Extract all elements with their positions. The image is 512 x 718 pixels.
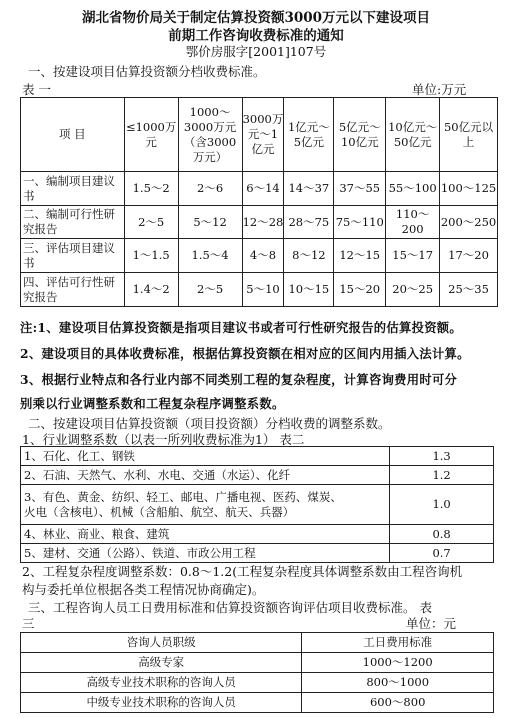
table-cell: 25～35 — [440, 273, 498, 307]
table-cell: 1.5～4 — [178, 239, 242, 273]
table-cell: 5～10 — [242, 273, 284, 307]
table-row — [21, 673, 494, 693]
industry-name: 5、建材、交通（公路）、铁道、市政公用工程 — [21, 544, 390, 563]
doc-title-line1: 湖北省物价局关于制定估算投资额3000万元以下建设项目 — [81, 10, 431, 26]
table-cell: 1.5～2 — [124, 172, 178, 206]
daily-fee: 600～800 — [302, 693, 494, 713]
table-cell: 8～12 — [284, 239, 334, 273]
table-cell: 15～17 — [386, 239, 440, 273]
coefficient-value: 0.8 — [390, 525, 494, 544]
table1-unit: 单位:万元 — [412, 82, 467, 97]
column-header: 工日费用标准 — [302, 633, 494, 653]
column-header: 咨询人员职级 — [21, 633, 302, 653]
table-cell: 15～20 — [334, 273, 386, 307]
note-3: 3、根据行业特点和各行业内部不同类别工程的复杂程度，计算咨询费用时可分 — [20, 372, 458, 387]
table-cell: 200～250 — [440, 206, 498, 239]
coefficient-value: 1.2 — [390, 466, 494, 485]
column-header: 5亿元～10亿元 — [334, 98, 386, 172]
table-row — [21, 693, 494, 713]
table-row — [21, 525, 494, 544]
table-cell: 110～200 — [386, 206, 440, 239]
section1-heading: 一、按建设项目估算投资额分档收费标准。 — [28, 64, 266, 79]
column-header: 项 目 — [21, 98, 125, 172]
table-row — [21, 466, 494, 485]
note-2: 2、建设项目的具体收费标准，根据估算投资额在相对应的区间内用插入法计算。 — [20, 346, 470, 361]
column-header: 3000万元～1亿元 — [242, 98, 284, 172]
table-cell: 4～8 — [242, 239, 284, 273]
section2-item2-cont: 构与委托单位根据各类工程情况协商确定)。 — [22, 582, 265, 597]
table-cell: 1～1.5 — [124, 239, 178, 273]
industry-coefficient-table — [20, 446, 494, 563]
section3-heading: 三、工程咨询人员工日费用标准和估算投资额咨询评估项目收费标准。 表 — [28, 600, 432, 615]
table-row — [21, 172, 498, 206]
table-row — [21, 239, 498, 273]
column-header: 10亿元～50亿元 — [386, 98, 440, 172]
column-header: 1000～3000万元（含3000万元） — [178, 98, 242, 172]
staff-level: 高级专业技术职称的咨询人员 — [21, 673, 302, 693]
table-row — [21, 206, 498, 239]
table1-header-row — [21, 98, 498, 172]
row-label: 一、编制项目建议书 — [21, 172, 125, 206]
staff-level: 高级专家 — [21, 653, 302, 673]
coefficient-value: 0.7 — [390, 544, 494, 563]
daily-fee-table — [20, 632, 494, 713]
table-row — [21, 544, 494, 563]
note-3-cont: 别乘以行业调整系数和工程复杂程序调整系数。 — [20, 396, 285, 411]
daily-fee: 1000～1200 — [302, 653, 494, 673]
table-cell: 2～6 — [178, 172, 242, 206]
row-label: 四、评估可行性研究报告 — [21, 273, 125, 307]
coefficient-value: 1.0 — [390, 485, 494, 525]
table-cell: 100～125 — [440, 172, 498, 206]
section2-item2: 2、工程复杂程度调整系数：0.8～1.2(工程复杂程度具体调整系数由工程咨询机 — [22, 564, 463, 579]
table-cell: 14～37 — [284, 172, 334, 206]
industry-name-line: 3、有色、黄金、纺织、轻工、邮电、广播电视、医药、煤炭、 — [24, 489, 342, 504]
industry-name-line: 火电（含核电）、机械（含船舶、航空、航天、兵器） — [24, 504, 295, 519]
table-cell: 37～55 — [334, 172, 386, 206]
table-cell: 12～28 — [242, 206, 284, 239]
section2-heading: 二、按建设项目估算投资额（项目投资额）分档收费的调整系数。 — [28, 416, 391, 431]
daily-fee: 800～1000 — [302, 673, 494, 693]
coefficient-value: 1.3 — [390, 447, 494, 466]
table-cell: 5～12 — [178, 206, 242, 239]
table-cell: 28～75 — [284, 206, 334, 239]
industry-name: 4、林业、商业、粮食、建筑 — [21, 525, 390, 544]
note-1: 注:1、建设项目估算投资额是指项目建议书或者可行性研究报告的估算投资额。 — [20, 320, 462, 335]
staff-level: 中级专业技术职称的咨询人员 — [21, 693, 302, 713]
table-cell: 20～25 — [386, 273, 440, 307]
table3-header-row — [21, 633, 494, 653]
table-cell: 10～15 — [284, 273, 334, 307]
industry-name: 1、石化、化工、钢铁 — [21, 447, 390, 466]
table-cell: 75～110 — [334, 206, 386, 239]
column-header: ≤1000万元 — [124, 98, 178, 172]
table-cell: 17～20 — [440, 239, 498, 273]
table-row — [21, 653, 494, 673]
table-cell: 1.4～2 — [124, 273, 178, 307]
table-row — [21, 485, 494, 525]
doc-number: 鄂价房服字[2001]107号 — [185, 44, 327, 59]
table-cell: 55～100 — [386, 172, 440, 206]
row-label: 二、编制可行性研究报告 — [21, 206, 125, 239]
table1-label: 表 一 — [22, 82, 51, 97]
table3-label: 三 — [22, 616, 35, 631]
table-row — [21, 447, 494, 466]
industry-name — [21, 485, 390, 525]
doc-title-line2: 前期工作咨询收费标准的通知 — [168, 28, 344, 44]
section2-item1: 1、行业调整系数（以表一所列收费标准为1） 表二 — [22, 432, 305, 447]
table-cell: 6～14 — [242, 172, 284, 206]
table-row — [21, 273, 498, 307]
row-label: 三、评估项目建议书 — [21, 239, 125, 273]
table3-unit: 单位：元 — [406, 616, 457, 631]
column-header: 1亿元～5亿元 — [284, 98, 334, 172]
fee-table — [20, 97, 498, 307]
industry-name: 2、石油、天然气、水利、水电、交通（水运）、化纤 — [21, 466, 390, 485]
table-cell: 2～5 — [178, 273, 242, 307]
column-header: 50亿元以上 — [440, 98, 498, 172]
table-cell: 12～15 — [334, 239, 386, 273]
table-cell: 2～5 — [124, 206, 178, 239]
